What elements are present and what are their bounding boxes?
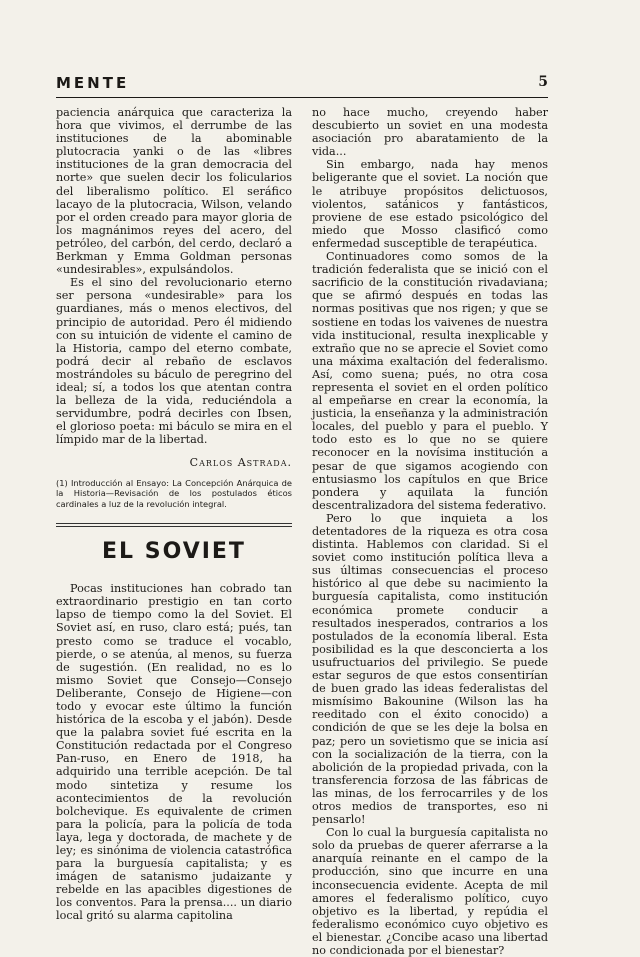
paragraph: Es el sino del revolucionario eterno ser persona «undesirable» para los guardianes, más o menos electivos, del principio de autoridad. Pero él midiendo con su intuición de vidente el camino de la Historia, campo del eterno combate, podrá decir al rebaño de esclavos mostrándoles su báculo de peregrino del ideal; sí, a todos los que atentan contra la belleza de la vida, reduciéndola a servidumbre, podrá decirles con Ibsen, el glorioso poeta: mi báculo se mira en el límpido mar de la libertad. xyxy=(56,276,292,447)
article-title: EL SOVIET xyxy=(102,539,246,565)
right-column xyxy=(312,106,548,957)
header-rule xyxy=(56,97,548,98)
journal-title: MENTE xyxy=(56,74,130,92)
section-rule xyxy=(56,523,292,524)
page-number: 5 xyxy=(538,74,548,90)
paragraph: Continuadores como somos de la tradición federalista que se inició con el sacrificio de la constitución rivadaviana; que se afirmó después en todas las normas positivas que nos rigen; y que se sostiene en todas los vaivenes de nuestra vida institucional, resulta inexplicable y extraño que no se aprecie el Soviet como una máxima exaltación del federalismo. Así, como suena; pués, no otra cosa representa el soviet en el orden político al empeñarse en crear la economía, la justicia, la enseñanza y la administración locales, del pueblo y para el pueblo. Y todo esto es lo que no se quiere reconocer en la novísima institución a pesar de que sigamos acogiendo con entusiasmo los capítulos en que Brice pondera y aquilata la función descentralizadora del sistema federativo. xyxy=(312,250,548,512)
footnote: (1) Introducción al Ensayo: La Concepción Anárquica de la Historia—Revisación de los postulados éticos cardinales a luz de la revolución integral. xyxy=(56,477,292,509)
paragraph: Con lo cual la burguesía capitalista no solo da pruebas de querer aferrarse a la anarquía reinante en el campo de la producción, sino que incurre en una inconsecuencia evidente. Acepta de mil amores el federalismo político, cuyo objetivo es la libertad, y repúdia el federalismo económico cuyo objetivo es el bienestar. ¿Concibe acaso una libertad no condicionada por el bienestar? xyxy=(312,826,548,957)
left-column xyxy=(56,106,292,923)
section-rule xyxy=(56,526,292,527)
paragraph: Pocas instituciones han cobrado tan extraordinario prestigio en tan corto lapso de tiempo como la del Soviet. El Soviet así, en ruso, claro está; pués, tan presto como se traduce el vocablo, pierde, o se atenúa, al menos, su fuerza de sugestión. (En realidad, no es lo mismo Soviet que Consejo—Consejo Deliberante, Consejo de Higiene—con todo y evocar este último la función histórica de la escoba y el jabón). Desde que la palabra soviet fué escrita en la Constitución redactada por el Congreso Pan-ruso, en Enero de 1918, ha adquirido una terrible acepción. De tal modo sintetiza y resume los acontecimientos de la revolución bolchevique. Es equivalente de crimen para la policía, para la policía de toda laya, lega y doctorada, de machete y de ley; es sinónima de violencia catastrófica para la burguesía capitalista; y es imágen de satanismo judaizante y rebelde en las apacibles digestiones de los conventos. Para la prensa.... un diario local gritó su alarma capitolina xyxy=(56,582,292,923)
author-signature: Carlos Astrada. xyxy=(189,456,292,470)
paragraph: paciencia anárquica que caracteriza la hora que vivimos, el derrumbe de las instituciones de la abominable plutocracia yanki o de las «libres instituciones de la gran democracia del norte» que suelen decir los folicularios del liberalismo político. El seráfico lacayo de la plutocracia, Wilson, velando por el orden creado para mayor gloria de los magnánimos reyes del acero, del petróleo, del carbón, del cerdo, declaró a Berkman y Emma Goldman personas «undesirables», expulsándolos. xyxy=(56,106,292,277)
paragraph: no hace mucho, creyendo haber descubierto un soviet en una modesta asociación pro abaratamiento de la vida... xyxy=(312,106,548,159)
running-header xyxy=(56,74,548,96)
paragraph: Sin embargo, nada hay menos beligerante que el soviet. La noción que le atribuye propósitos delictuosos, violentos, satánicos y fantásticos, proviene de ese estado psicológico del miedo que Mosso clasificó como enfermedad susceptible de terapéutica. xyxy=(312,158,548,250)
paragraph: Pero lo que inquieta a los detentadores de la riqueza es otra cosa distinta. Hablemos con claridad. Si el soviet como institución política lleva a sus últimas consecuencias el proceso histórico al que debe su nacimiento la burguesía capitalista, como institución económica promete conducir a resultados inesperados, contrarios a los postulados de la economía liberal. Esta posibilidad es la que desconcierta a los usufructuarios del privilegio. Se puede estar seguros de que estos consentirían de buen grado las ideas federalistas del mismísimo Bakounine (Wilson las ha reeditado con el éxito conocido) a condición de que se les deje la bolsa en paz; pero un sovietismo que se inicia así con la socialización de la tierra, con la abolición de la propiedad privada, con la transferencia forzosa de las fábricas de las minas, de los ferrocarriles y de los otros medios de transportes, eso ni pensarlo! xyxy=(312,511,548,827)
